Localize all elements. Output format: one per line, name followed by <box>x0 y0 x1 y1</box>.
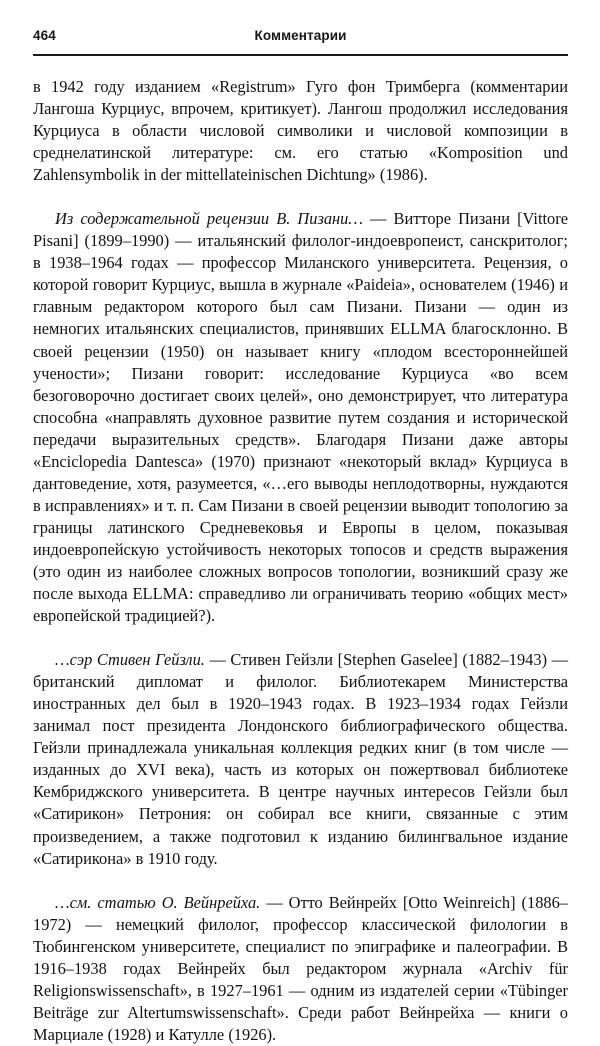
paragraph-text: — Стивен Гейзли [Stephen Gaselee] (1882–1943) — британский дипломат и филолог. Библиотекарем Министерства иностранных дел был в 1920–1943 годах. В 1923–1934 годах Гейзли занимал пост президента Лондонского библиографического общества. Гейзли принадлежала уникальная коллекция редких книг (в том числе — изданных до XVI века), часть из которых он пожертвовал библиотеке Кембриджского университета. В центре научных интересов Гейзли был «Сатирикон» Петрония: он собирал все книги, связанные с этим произведением, а также подготовил к изданию билингвальное издание «Сатирикона» в 1910 году. <box>33 650 568 868</box>
paragraph-lead-in: Из содержательной рецензии В. Пизани… <box>55 209 363 229</box>
running-head-title: Комментарии <box>254 28 347 43</box>
paragraph-lead-in: …сэр Стивен Гейзли. <box>55 650 205 670</box>
header-rule <box>33 54 568 56</box>
paragraph-text: в 1942 году изданием «Registrum» Гуго фон Тримберга (комментарии Лангоша Курциус, впрочем, критикует). Лангош продолжил исследования Курциуса в области числовой символики и числовой композиции в среднелатинской литературе: см. его статью «Komposition und Zahlensymbolik in der mittellateinischen Dichtung» (1986). <box>33 77 568 185</box>
page-number: 464 <box>33 28 56 43</box>
paragraph-pisani <box>33 208 568 627</box>
paragraph-text: — Отто Вейнрейх [Otto Weinreich] (1886–1972) — немецкий филолог, профессор классической филологии в Тюбингенском университете, специалист по эпиграфике и палеографии. В 1916–1938 годах Вейнрейх был редактором журнала «Archiv für Religionswissenschaft», в 1927–1961 — одним из издателей серии «Tübinger Beiträge zur Altertumswissenschaft». Среди работ Вейнрейха — книги о Марциале (1928) и Катулле (1926). <box>33 892 568 1044</box>
paragraph-registrum <box>33 76 568 186</box>
paragraph-lead-in: …см. статью О. Вейнрейха. <box>55 892 261 912</box>
body-text-block <box>33 76 568 1046</box>
paragraph-text: — Витторе Пизани [Vittore Pisani] (1899–1990) — итальянский филолог-индоевропеист, санскритолог; в 1938–1964 годах — профессор Миланского университета. Рецензия, о которой говорит Курциус, вышла в журнале «Paideia», основателем (1946) и главным редактором которого был сам Пизани. Пизани — один из немногих итальянских специалистов, принявших ELLMA благосклонно. В своей рецензии (1950) он называет книгу «плодом всестороннейшей учености»; Пизани говорит: исследование Курциуса «во всем безоговорочно достигает своих целей», оно демонстрирует, что литература способна «направлять духовное развитие путем создания и исторической передачи выразительных средств». Благодаря Пизани даже авторы «Enciclopedia Dantesca» (1970) признают «некоторый вклад» Курциуса в дантоведение, хотя, разумеется, «…его выводы неплодотворны, нуждаются в исправлениях» и т. п. Сам Пизани в своей рецензии выводит топологию за границы латинского Средневековья и Европы в целом, показывая индоевропейскую устойчивость некоторых топосов и средств выражения (это один из наиболее сложных вопросов топологии, возникший сразу же после выхода ELLMA: справедливо ли ограничивать теорию «общих мест» европейской традицией?). <box>33 209 568 626</box>
paragraph-weinreich <box>33 892 568 1046</box>
paragraph-gaselee <box>33 649 568 869</box>
running-head <box>33 27 568 51</box>
